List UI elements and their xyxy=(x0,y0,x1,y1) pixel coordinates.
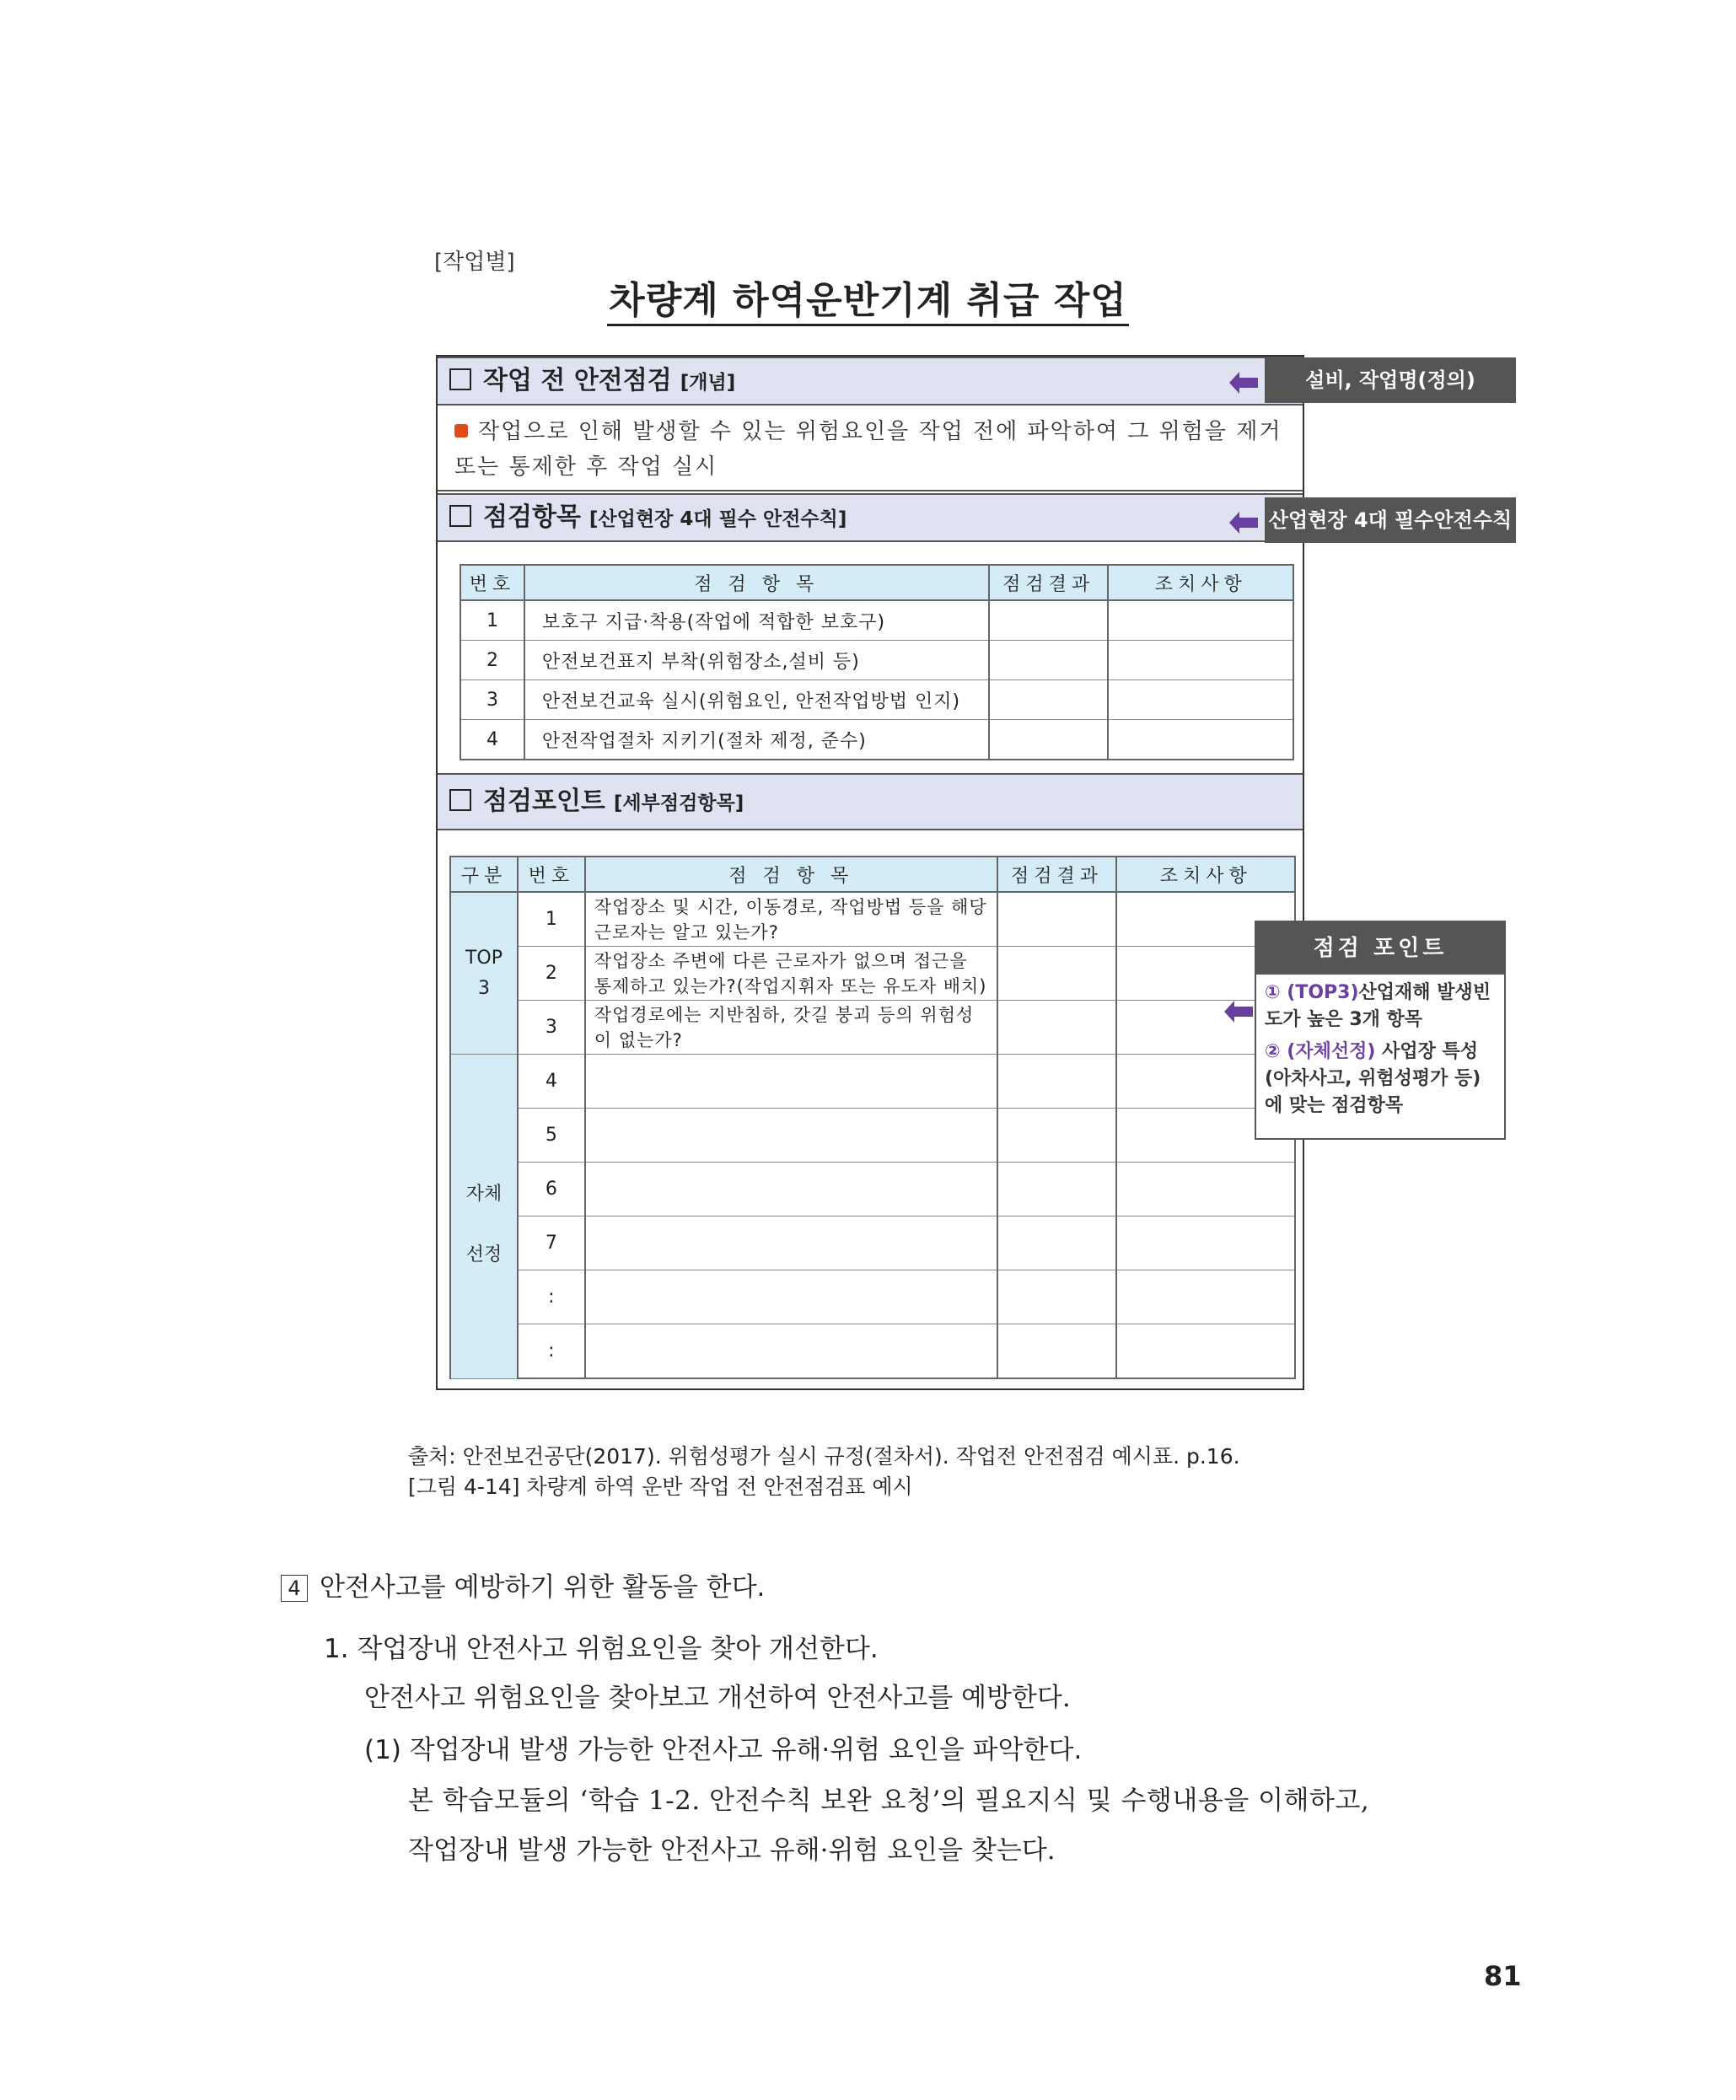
bullet-icon xyxy=(454,424,468,438)
category-label: [작업별] xyxy=(434,250,515,275)
checkbox-icon xyxy=(449,505,471,527)
action-cell[interactable] xyxy=(1116,1270,1295,1324)
action-cell[interactable] xyxy=(1108,720,1293,760)
table-row: 3 안전보건교육 실시(위험요인, 안전작업방법 인지) xyxy=(460,680,1293,720)
action-cell[interactable] xyxy=(1116,1216,1295,1270)
col-header-action: 조치사항 xyxy=(1108,565,1293,600)
action-cell[interactable] xyxy=(1108,680,1293,720)
tag-equipment-definition: 설비, 작업명(정의) xyxy=(1265,357,1516,403)
figure-source: 출처: 안전보건공단(2017). 위험성평가 실시 규정(절차서). 작업전 안전점검 예시표. p.16. xyxy=(408,1444,1240,1469)
check-point-title: 점검 포인트 xyxy=(1256,922,1504,975)
action-cell[interactable] xyxy=(1116,1163,1295,1216)
table-row: TOP 3 1 작업장소 및 시간, 이동경로, 작업방법 등을 해당 근로자는 알고 있는가? xyxy=(450,892,1295,947)
table-row: 1 보호구 지급·착용(작업에 적합한 보호구) xyxy=(460,600,1293,641)
sub-heading-2: (1) 작업장내 발생 가능한 안전사고 유해·위험 요인을 파악한다. xyxy=(364,1735,1083,1765)
action-cell[interactable] xyxy=(1108,600,1293,641)
arrow-left-icon xyxy=(1229,512,1258,534)
table-row: : xyxy=(450,1324,1295,1379)
col-header-item: 점 검 항 목 xyxy=(524,565,989,600)
sub-heading-1: 1. 작업장내 안전사고 위험요인을 찾아 개선한다. xyxy=(324,1634,879,1664)
section-pre-check-header: 작업 전 안전점검 [개념] xyxy=(438,357,1303,405)
category-self-selected: 자체 선정 xyxy=(450,1055,518,1379)
paragraph-2-line-1: 본 학습모듈의 ‘학습 1-2. 안전수칙 보완 요청’의 필요지식 및 수행내용을 이해하고, xyxy=(408,1786,1370,1816)
arrow-left-icon xyxy=(1229,372,1258,394)
col-header-action: 조치사항 xyxy=(1116,857,1295,892)
section-check-items-header: 점검항목 [산업현장 4대 필수 안전수칙] xyxy=(438,493,1303,542)
result-cell[interactable] xyxy=(997,1324,1117,1379)
table-row: 7 xyxy=(450,1216,1295,1270)
table-row: 6 xyxy=(450,1163,1295,1216)
result-cell[interactable] xyxy=(989,641,1109,680)
check-point-2: ② (자체선정) 사업장 특성(아차사고, 위험성평가 등)에 맞는 점검항목 xyxy=(1265,1041,1481,1116)
figure-caption: [그림 4-14] 차량계 하역 운반 작업 전 안전점검표 예시 xyxy=(408,1474,913,1499)
result-cell[interactable] xyxy=(997,1270,1117,1324)
tag-four-rules: 산업현장 4대 필수안전수칙 xyxy=(1265,497,1516,543)
col-header-item: 점 검 항 목 xyxy=(585,857,997,892)
check-point-1: ① (TOP3)산업재해 발생빈도가 높은 3개 항목 xyxy=(1265,982,1491,1030)
table-row: 2 작업장소 주변에 다른 근로자가 없으며 접근을 통제하고 있는가?(작업지휘자 또는 유도자 배치) xyxy=(450,947,1295,1001)
check-point-callout xyxy=(1255,921,1506,1140)
result-cell[interactable] xyxy=(997,1055,1117,1109)
result-cell[interactable] xyxy=(989,600,1109,641)
result-cell[interactable] xyxy=(989,720,1109,760)
result-cell[interactable] xyxy=(997,1001,1117,1055)
col-header-num: 번호 xyxy=(518,857,585,892)
table-row: 자체 선정 4 xyxy=(450,1055,1295,1109)
check-points-table xyxy=(449,856,1296,1379)
result-cell[interactable] xyxy=(997,1163,1117,1216)
concept-text: 작업으로 인해 발생할 수 있는 위험요인을 작업 전에 파악하여 그 위험을 제거 또는 통제한 후 작업 실시 xyxy=(454,419,1282,480)
page-number: 81 xyxy=(1484,1960,1522,1992)
figure-title: 차량계 하역운반기계 취급 작업 xyxy=(0,270,1736,324)
result-cell[interactable] xyxy=(997,892,1117,947)
col-header-result: 점검결과 xyxy=(997,857,1117,892)
paragraph-1: 안전사고 위험요인을 찾아보고 개선하여 안전사고를 예방한다. xyxy=(364,1683,1071,1713)
paragraph-2-line-2: 작업장내 발생 가능한 안전사고 유해·위험 요인을 찾는다. xyxy=(408,1835,1056,1866)
action-cell[interactable] xyxy=(1116,1324,1295,1379)
table-row: 5 xyxy=(450,1109,1295,1163)
arrow-left-icon xyxy=(1224,1001,1253,1023)
table-row: 3 작업경로에는 지반침하, 갓길 붕괴 등의 위험성이 없는가? xyxy=(450,1001,1295,1055)
col-header-result: 점검결과 xyxy=(989,565,1109,600)
section-heading: 4 안전사고를 예방하기 위한 활동을 한다. xyxy=(281,1566,765,1603)
result-cell[interactable] xyxy=(997,1216,1117,1270)
table-row: 2 안전보건표지 부착(위험장소,설비 등) xyxy=(460,641,1293,680)
result-cell[interactable] xyxy=(989,680,1109,720)
result-cell[interactable] xyxy=(997,1109,1117,1163)
checkbox-icon xyxy=(449,368,471,390)
category-top3: TOP 3 xyxy=(450,892,518,1055)
result-cell[interactable] xyxy=(997,947,1117,1001)
section-check-points-header: 점검포인트 [세부점검항목] xyxy=(438,773,1303,830)
check-items-table xyxy=(460,564,1294,760)
col-header-category: 구분 xyxy=(450,857,518,892)
col-header-num: 번호 xyxy=(460,565,524,600)
checklist-frame xyxy=(436,355,1304,1390)
table-row: 4 안전작업절차 지키기(절차 제정, 준수) xyxy=(460,720,1293,760)
checkbox-icon xyxy=(449,789,471,811)
table-row: : xyxy=(450,1270,1295,1324)
action-cell[interactable] xyxy=(1108,641,1293,680)
